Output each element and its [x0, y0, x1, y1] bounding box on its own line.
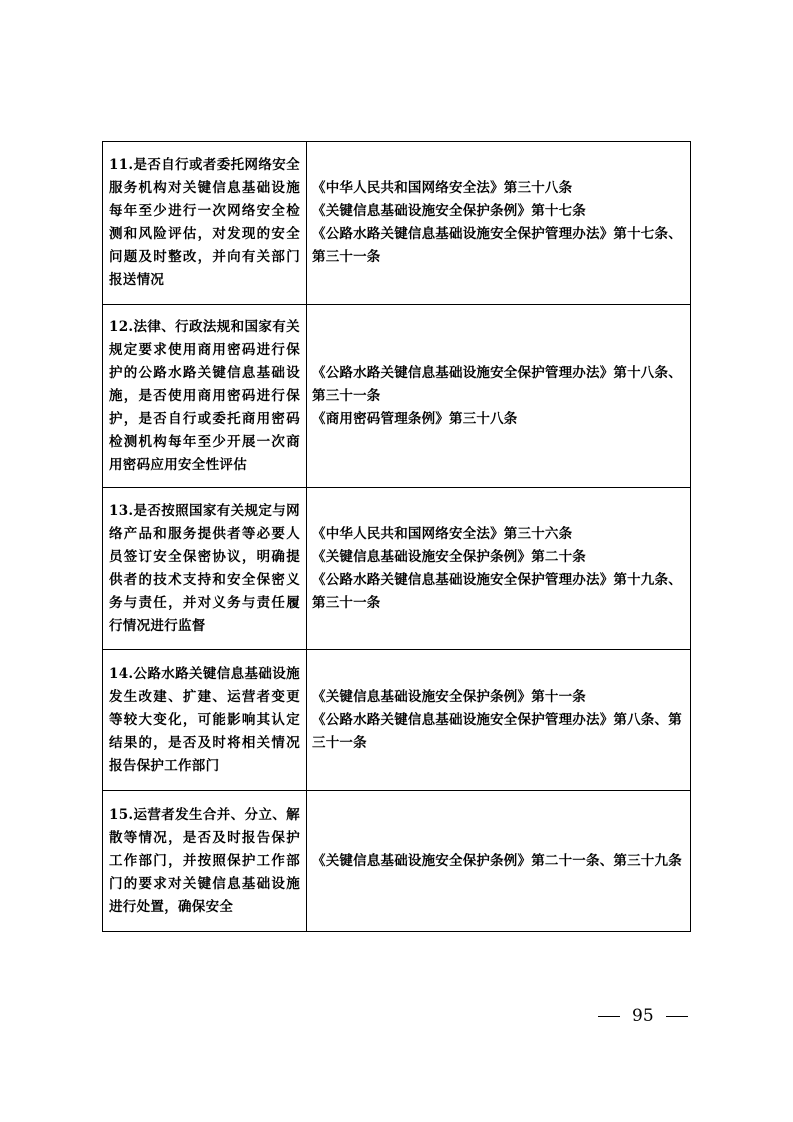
reference-line: 《关键信息基础设施安全保护条例》第二十一条、第三十九条 — [312, 852, 682, 869]
legal-references — [307, 305, 691, 488]
page-number: 95 — [632, 1006, 654, 1026]
page-footer — [598, 1006, 693, 1026]
legal-references — [307, 650, 691, 791]
reference-line: 《商用密码管理条例》第三十八条 — [312, 410, 518, 427]
inspection-item: 11.是否自行或者委托网络安全服务机构对关键信息基础设施每年至少进行一次网络安全检测和风险评估，对发现的安全问题及时整改，并向有关部门报送情况 — [103, 142, 307, 305]
inspection-item: 13.是否按照国家有关规定与网络产品和服务提供者等必要人员签订安全保密协议，明确提供者的技术支持和安全保密义务与责任，并对义务与责任履行情况进行监督 — [103, 488, 307, 650]
reference-line: 《公路水路关键信息基础设施安全保护管理办法》第十八条、第三十一条 — [312, 364, 682, 404]
legal-references — [307, 142, 691, 305]
footer-dash-left — [598, 1016, 620, 1017]
reference-line: 《关键信息基础设施安全保护条例》第十七条 — [312, 203, 586, 219]
inspection-item: 14.公路水路关键信息基础设施发生改建、扩建、运营者变更等较大变化，可能影响其认定结果的，是否及时将相关情况报告保护工作部门 — [103, 650, 307, 791]
table-row — [103, 650, 691, 791]
table-row — [103, 791, 691, 932]
reference-line: 《中华人民共和国网络安全法》第三十八条 — [312, 180, 573, 196]
reference-line: 《公路水路关键信息基础设施安全保护管理办法》第十九条、第三十一条 — [312, 571, 682, 611]
inspection-table — [102, 141, 691, 932]
legal-references — [307, 488, 691, 650]
reference-line: 《关键信息基础设施安全保护条例》第十一条 — [312, 688, 586, 705]
footer-dash-right — [666, 1016, 688, 1017]
table-row — [103, 305, 691, 488]
table-row — [103, 142, 691, 305]
reference-line: 《公路水路关键信息基础设施安全保护管理办法》第八条、第三十一条 — [312, 711, 682, 751]
table-row — [103, 488, 691, 650]
reference-line: 《中华人民共和国网络安全法》第三十六条 — [312, 525, 573, 542]
reference-line: 《关键信息基础设施安全保护条例》第二十条 — [312, 548, 586, 565]
reference-line: 《公路水路关键信息基础设施安全保护管理办法》第十七条、第三十一条 — [312, 226, 682, 265]
legal-references — [307, 791, 691, 932]
inspection-item: 12.法律、行政法规和国家有关规定要求使用商用密码进行保护的公路水路关键信息基础设施，是否使用商用密码进行保护，是否自行或委托商用密码检测机构每年至少开展一次商用密码应用安全性评估 — [103, 305, 307, 488]
inspection-item: 15.运营者发生合并、分立、解散等情况，是否及时报告保护工作部门，并按照保护工作部门的要求对关键信息基础设施进行处置，确保安全 — [103, 791, 307, 932]
